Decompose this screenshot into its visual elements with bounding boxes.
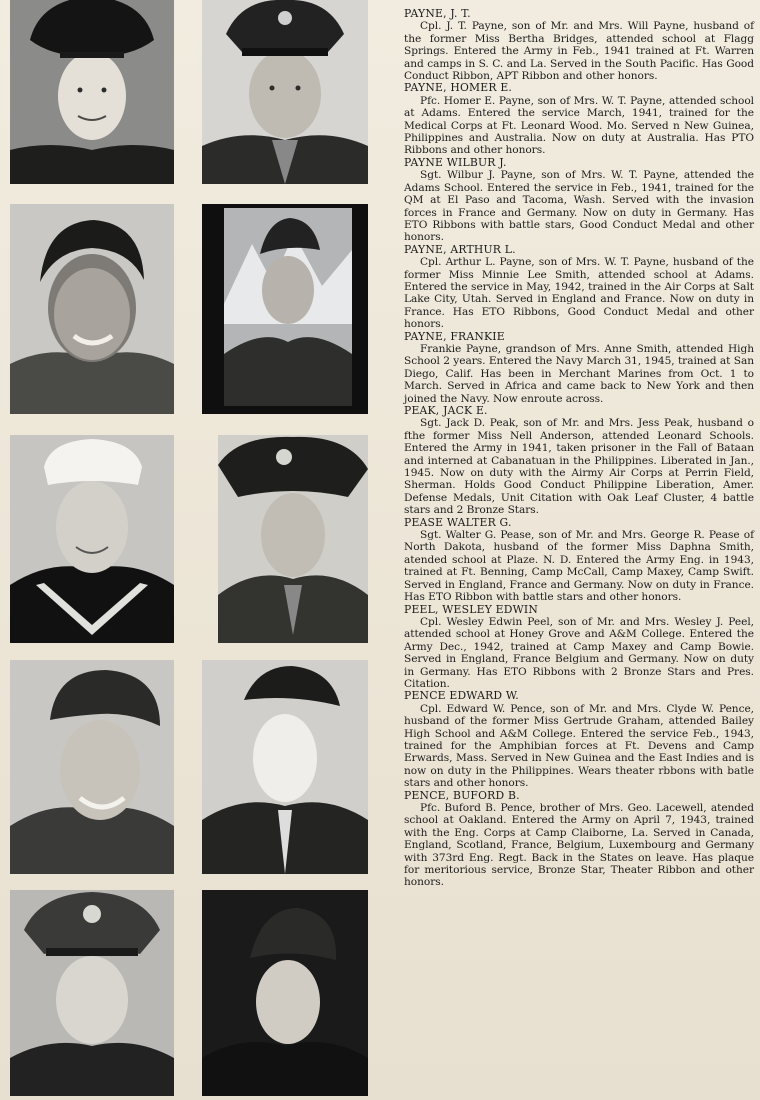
entry-name: PAYNE, HOMER E.	[404, 81, 513, 95]
biography-entry	[404, 517, 754, 604]
entry-body: Pfc. Homer E. Payne, son of Mrs. W. T. Payne, attended school at Adams. Entered the service March, 1941, trained for the Medical Corps at Ft. Leonard Wood. Mo. Served n New Guinea, Philippines and Australia. Now on duty at Australia. Has PTO Ribbons and other honors.	[404, 94, 754, 157]
biography-entry	[404, 157, 754, 244]
biography-entry	[404, 82, 754, 156]
biography-entry	[404, 244, 754, 331]
entry-body: Cpl. Edward W. Pence, son of Mr. and Mrs. Clyde W. Pence, husband of the former Miss Gertrude Graham, attended Bailey High School and A&M College. Entered the service Feb., 1943, trained for the Amphibian forces at Ft. Devens and Camp Erwards, Mass. Served in New Guinea and the East Indies and is now on duty in the Philippines. Wears theater rbbons with batle stars and other honors.	[404, 702, 754, 790]
biography-entry	[404, 405, 754, 517]
biography-entry	[404, 8, 754, 82]
entry-name: PAYNE WILBUR J.	[404, 155, 507, 169]
biography-entry	[404, 690, 754, 789]
portrait-photo	[10, 204, 174, 414]
entry-name: PENCE EDWARD W.	[404, 689, 519, 703]
entry-body: Sgt. Wilbur J. Payne, son of Mrs. W. T. Payne, attended the Adams School. Entered the service in Feb., 1941, trained for the QM at El Paso and Tacoma, Wash. Served with the invasion forces in France and Germany. Now on duty in Germany. Has ETO Ribbons with battle stars, Good Conduct Medal and other honors.	[404, 169, 754, 244]
entry-body: Frankie Payne, grandson of Mrs. Anne Smith, attended High School 2 years. Entered the Navy March 31, 1945, trained at San Diego, Calif. Has been in Merchant Marines from Oct. 1 to March. Served in Africa and came back to New York and then joined the Navy. Now enroute across.	[404, 342, 754, 405]
portrait-photo	[218, 435, 368, 643]
entry-body: Sgt. Jack D. Peak, son of Mr. and Mrs. Jess Peak, husband o fthe former Miss Nell Anderson, attended Leonard Schools. Entered the Army in 1941, taken prisoner in the Fall of Bataan and interned at Cabanatuan in the Philippines. Liberated in Jan., 1945. Now on duty with the Airmy Air Corps at Perrin Field, Sherman. Holds Good Conduct Philippine Liberation, Amer. Defense Medals, Unit Citation with Oak Leaf Cluster, 4 battle stars and 2 Bronze Stars.	[404, 417, 754, 517]
biography-entry	[404, 604, 754, 691]
biography-entry	[404, 790, 754, 889]
portrait-photo	[10, 0, 174, 184]
entry-body: Cpl. Arthur L. Payne, son of Mrs. W. T. Payne, husband of the former Miss Minnie Lee Smith, attended school at Adams. Entered the service in May, 1942, trained in the Air Corps at Salt Lake City, Utah. Served in England and France. Now on duty in France. Has ETO Ribbons, Good Conduct Medal and other honors.	[404, 256, 754, 331]
entry-name: PENCE, BUFORD B.	[404, 788, 520, 802]
biography-entry	[404, 331, 754, 405]
entry-body: Sgt. Walter G. Pease, son of Mr. and Mrs. George R. Pease of North Dakota, husband of the former Miss Daphna Smith, atended school at Plaze. N. D. Entered the Army Eng. in 1943, trained at Ft. Benning, Camp McCall, Camp Maxey, Camp Swift. Served in England, France and Germany. Now on duty in France. Has ETO Ribbon with battle stars and other honors.	[404, 529, 754, 604]
entry-name: PAYNE, FRANKIE	[404, 329, 505, 343]
entry-name: PAYNE, ARTHUR L.	[404, 242, 516, 256]
portrait-photo	[10, 890, 174, 1096]
entry-name: PAYNE, J. T.	[404, 7, 471, 20]
entry-body: Cpl. Wesley Edwin Peel, son of Mr. and Mrs. Wesley J. Peel, attended school at Honey Grove and A&M College. Entered the Army Dec., 1942, trained at Camp Maxey and Camp Bowie. Served in England, France Belgium and Germany. Now on duty in Germany. Has ETO Ribbons with 2 Bronze Stars and Pres. Citation.	[404, 615, 754, 690]
entry-name: PEAK, JACK E.	[404, 404, 488, 417]
portrait-photo	[10, 660, 174, 874]
portrait-photo	[202, 204, 368, 414]
entry-body: Pfc. Buford B. Pence, brother of Mrs. Geo. Lacewell, atended school at Oakland. Entered the Army on April 7, 1943, trained with the Eng. Corps at Camp Claiborne, La. Served in Canada, England, Scotland, France, Belgium, Luxembourg and Germany with 373rd Eng. Regt. Back in the States on leave. Has plaque for meritorious service, Bronze Star, Theater Ribbon and other honors.	[404, 802, 754, 889]
biography-column	[404, 8, 754, 889]
entry-body: Cpl. J. T. Payne, son of Mr. and Mrs. Will Payne, husband of the former Miss Bertha Bridges, attended school at Flagg Springs. Entered the Army in Feb., 1941 trained at Ft. Warren and camps in S. C. and La. Served in the South Pacific. Has Good Conduct Ribbon, APT Ribbon and other honors.	[404, 20, 754, 83]
portrait-photo	[10, 435, 174, 643]
portrait-photo	[202, 890, 368, 1096]
entry-name: PEASE WALTER G.	[404, 515, 512, 529]
portrait-photo	[202, 0, 368, 184]
portrait-photo	[202, 660, 368, 874]
entry-name: PEEL, WESLEY EDWIN	[404, 602, 538, 616]
